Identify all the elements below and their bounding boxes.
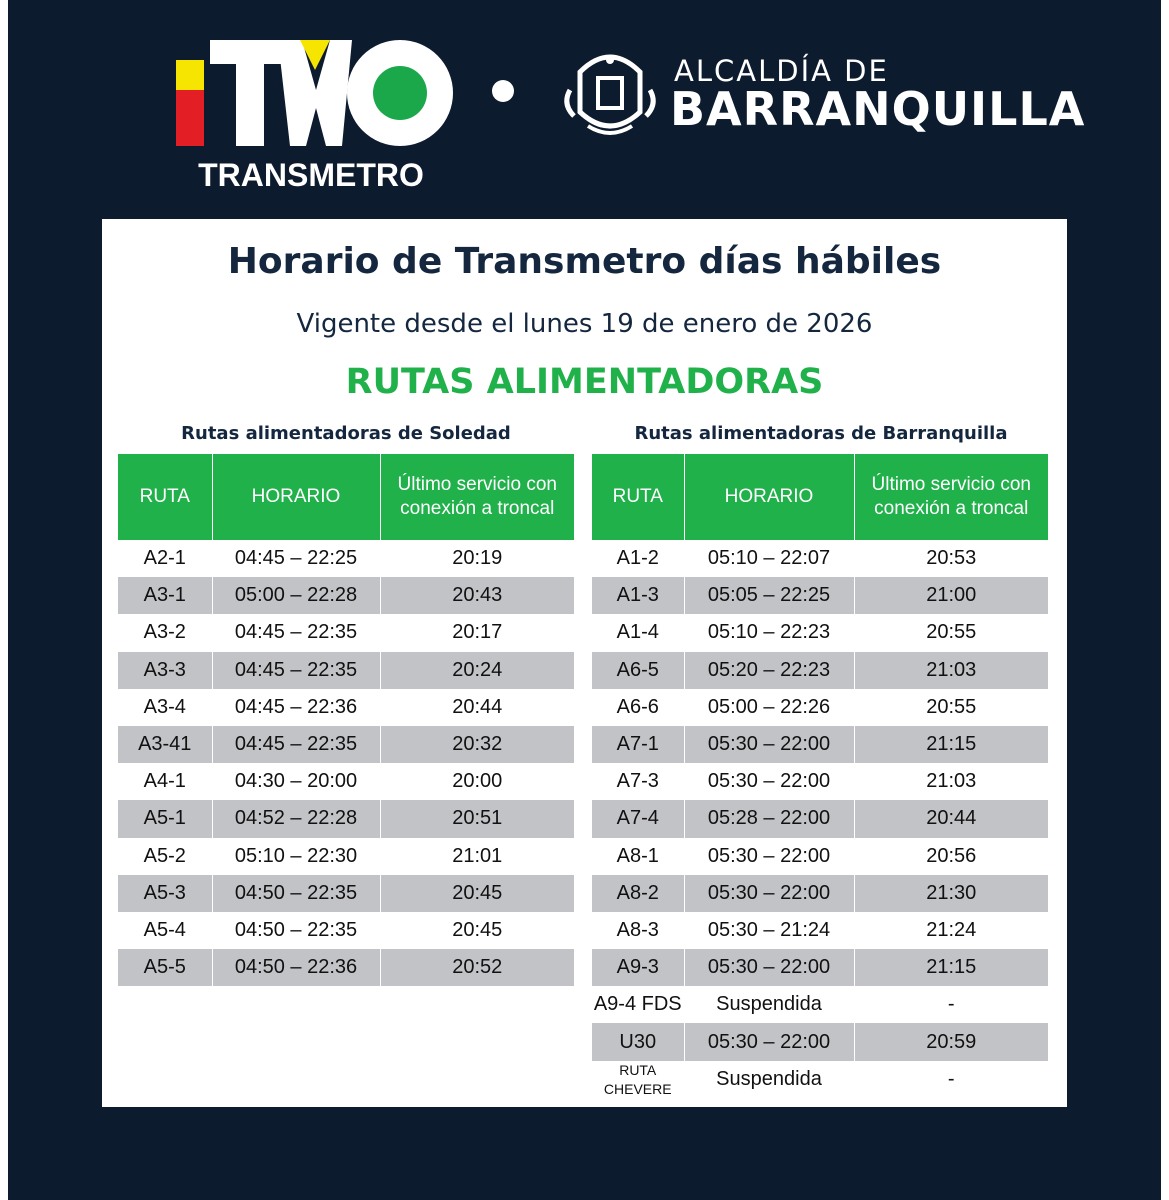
cell-ruta: A5-2: [118, 838, 212, 875]
cell-ultimo: 20:52: [380, 949, 574, 986]
cell-ultimo: -: [947, 993, 955, 1016]
cell-ultimo: 21:15: [854, 726, 1048, 763]
cell-ruta: U30: [592, 1023, 684, 1060]
cell-ruta: A3-2: [118, 614, 212, 651]
cell-ruta: A8-2: [592, 875, 684, 912]
table-row: [118, 540, 574, 577]
cell-horario: 05:10 – 22:30: [212, 838, 380, 875]
cell-ultimo: 21:30: [854, 875, 1048, 912]
svg-text:TRANSMETRO: TRANSMETRO: [198, 157, 424, 190]
cell-ruta: A1-4: [592, 614, 684, 651]
column-header-horario: HORARIO: [684, 454, 854, 540]
cell-horario: 04:45 – 22:25: [212, 540, 380, 577]
cell-ruta: A7-1: [592, 726, 684, 763]
table-row: [118, 614, 574, 651]
separator-dot: [492, 80, 514, 102]
table-row: [118, 763, 574, 800]
cell-ultimo: 20:45: [380, 875, 574, 912]
table-row: [592, 652, 1048, 689]
cell-ultimo: 21:01: [452, 844, 503, 867]
cell-ultimo: 20:53: [926, 547, 977, 570]
table-row: [118, 912, 574, 949]
cell-ultimo: 20:24: [380, 652, 574, 689]
cell-ruta: A8-3: [592, 912, 684, 949]
table-row: [118, 652, 574, 689]
cell-horario: 04:50 – 22:36: [212, 949, 380, 986]
cell-ultimo: -: [947, 1068, 955, 1091]
table-row: [118, 949, 574, 986]
cell-horario: 05:30 – 21:24: [684, 912, 854, 949]
table-row: [592, 912, 1048, 949]
cell-horario: 05:20 – 22:23: [684, 652, 854, 689]
cell-ultimo: 20:19: [452, 547, 503, 570]
table-row: [118, 577, 574, 614]
table-row: [592, 614, 1048, 651]
cell-ruta: A7-3: [592, 763, 684, 800]
table-row: [592, 689, 1048, 726]
cell-horario: 05:30 – 22:00: [684, 838, 854, 875]
cell-horario: 05:30 – 22:00: [684, 875, 854, 912]
cell-horario: 05:00 – 22:28: [212, 577, 380, 614]
cell-ruta: A6-5: [592, 652, 684, 689]
cell-ruta: A4-1: [118, 763, 212, 800]
column-header-ruta: RUTA: [592, 454, 684, 540]
cell-horario: 04:52 – 22:28: [212, 800, 380, 837]
cell-ultimo: 20:32: [380, 726, 574, 763]
cell-ultimo: 20:56: [926, 844, 977, 867]
cell-ruta: A8-1: [592, 838, 684, 875]
cell-horario: 05:10 – 22:07: [684, 540, 854, 577]
soledad-table-title: Rutas alimentadoras de Soledad: [181, 423, 511, 444]
cell-ultimo: 21:03: [926, 770, 977, 793]
cell-ultimo: 20:59: [854, 1023, 1048, 1060]
cell-ruta: RUTA CHEVERE: [592, 1061, 684, 1099]
cell-horario: Suspendida: [684, 986, 854, 1023]
page-subtitle: Vigente desde el lunes 19 de enero de 2026: [296, 309, 873, 339]
cell-horario: 05:28 – 22:00: [684, 800, 854, 837]
page-background: [8, 0, 1161, 1200]
cell-horario: 04:50 – 22:35: [212, 875, 380, 912]
city-name-label: BARRANQUILLA: [670, 82, 1086, 136]
cell-ruta: A3-4: [118, 689, 212, 726]
schedule-panel: [102, 219, 1067, 1107]
column-header-ultimo: Último servicio con conexión a troncal: [854, 454, 1048, 540]
cell-horario: 04:50 – 22:35: [212, 912, 380, 949]
cell-horario: 05:30 – 22:00: [684, 1023, 854, 1060]
cell-ruta: A5-1: [118, 800, 212, 837]
cell-ultimo: 20:44: [854, 800, 1048, 837]
transmetro-logo: [166, 30, 456, 190]
cell-horario: 05:30 – 22:00: [684, 763, 854, 800]
cell-ruta: A7-4: [592, 800, 684, 837]
cell-horario: 05:30 – 22:00: [684, 949, 854, 986]
table-row: [118, 800, 574, 837]
table-row: [592, 540, 1048, 577]
cell-ruta: A9-4 FDS: [592, 986, 684, 1023]
table-row: [592, 986, 1048, 1023]
cell-ultimo: 20:43: [380, 577, 574, 614]
alcaldia-label: ALCALDÍA DE: [674, 54, 889, 88]
table-row: [592, 838, 1048, 875]
cell-ultimo: 21:24: [926, 918, 977, 941]
barranquilla-schedule-table: [592, 454, 1048, 1099]
column-header-ruta: RUTA: [118, 454, 212, 540]
cell-ruta: A6-6: [592, 689, 684, 726]
table-row: [592, 1023, 1048, 1060]
cell-ruta: A9-3: [592, 949, 684, 986]
cell-horario: 04:45 – 22:35: [212, 652, 380, 689]
column-header-ultimo: Último servicio con conexión a troncal: [380, 454, 574, 540]
page-title: Horario de Transmetro días hábiles: [227, 241, 942, 282]
cell-ruta: A2-1: [118, 540, 212, 577]
cell-ultimo: 20:17: [452, 621, 503, 644]
table-row: [592, 875, 1048, 912]
table-row: [592, 763, 1048, 800]
cell-ultimo: 20:55: [926, 695, 977, 718]
cell-ultimo: 21:00: [854, 577, 1048, 614]
cell-ultimo: 21:15: [854, 949, 1048, 986]
cell-ultimo: 20:44: [452, 695, 503, 718]
cell-ruta: A3-41: [118, 726, 212, 763]
cell-horario: 05:05 – 22:25: [684, 577, 854, 614]
cell-ruta: A1-2: [592, 540, 684, 577]
cell-ruta: A3-3: [118, 652, 212, 689]
table-header-row: [118, 454, 574, 540]
section-heading: RUTAS ALIMENTADORAS: [345, 362, 824, 402]
city-seal-icon: [560, 42, 660, 142]
cell-horario: Suspendida: [684, 1061, 854, 1099]
cell-horario: 05:30 – 22:00: [684, 726, 854, 763]
cell-ultimo: 21:03: [854, 652, 1048, 689]
table-row: [118, 689, 574, 726]
cell-horario: 05:10 – 22:23: [684, 614, 854, 651]
cell-horario: 05:00 – 22:26: [684, 689, 854, 726]
cell-ruta: A5-5: [118, 949, 212, 986]
cell-ultimo: 20:55: [926, 621, 977, 644]
alcaldia-logo: [560, 40, 1086, 150]
cell-ultimo: 20:00: [452, 770, 503, 793]
cell-ruta: A5-4: [118, 912, 212, 949]
table-row: [118, 875, 574, 912]
table-row: [118, 726, 574, 763]
cell-horario: 04:45 – 22:35: [212, 614, 380, 651]
cell-ultimo: 20:51: [380, 800, 574, 837]
cell-ruta: A1-3: [592, 577, 684, 614]
soledad-schedule-table: [118, 454, 574, 986]
column-header-horario: HORARIO: [212, 454, 380, 540]
table-row: [592, 800, 1048, 837]
table-row: [592, 1061, 1048, 1099]
barranquilla-table-title: Rutas alimentadoras de Barranquilla: [634, 423, 1008, 444]
cell-ultimo: 20:45: [452, 918, 503, 941]
cell-ruta: A5-3: [118, 875, 212, 912]
cell-ruta: A3-1: [118, 577, 212, 614]
table-row: [592, 577, 1048, 614]
cell-horario: 04:45 – 22:36: [212, 689, 380, 726]
table-row: [592, 726, 1048, 763]
table-header-row: [592, 454, 1048, 540]
table-row: [118, 838, 574, 875]
cell-horario: 04:45 – 22:35: [212, 726, 380, 763]
table-row: [592, 949, 1048, 986]
cell-horario: 04:30 – 20:00: [212, 763, 380, 800]
